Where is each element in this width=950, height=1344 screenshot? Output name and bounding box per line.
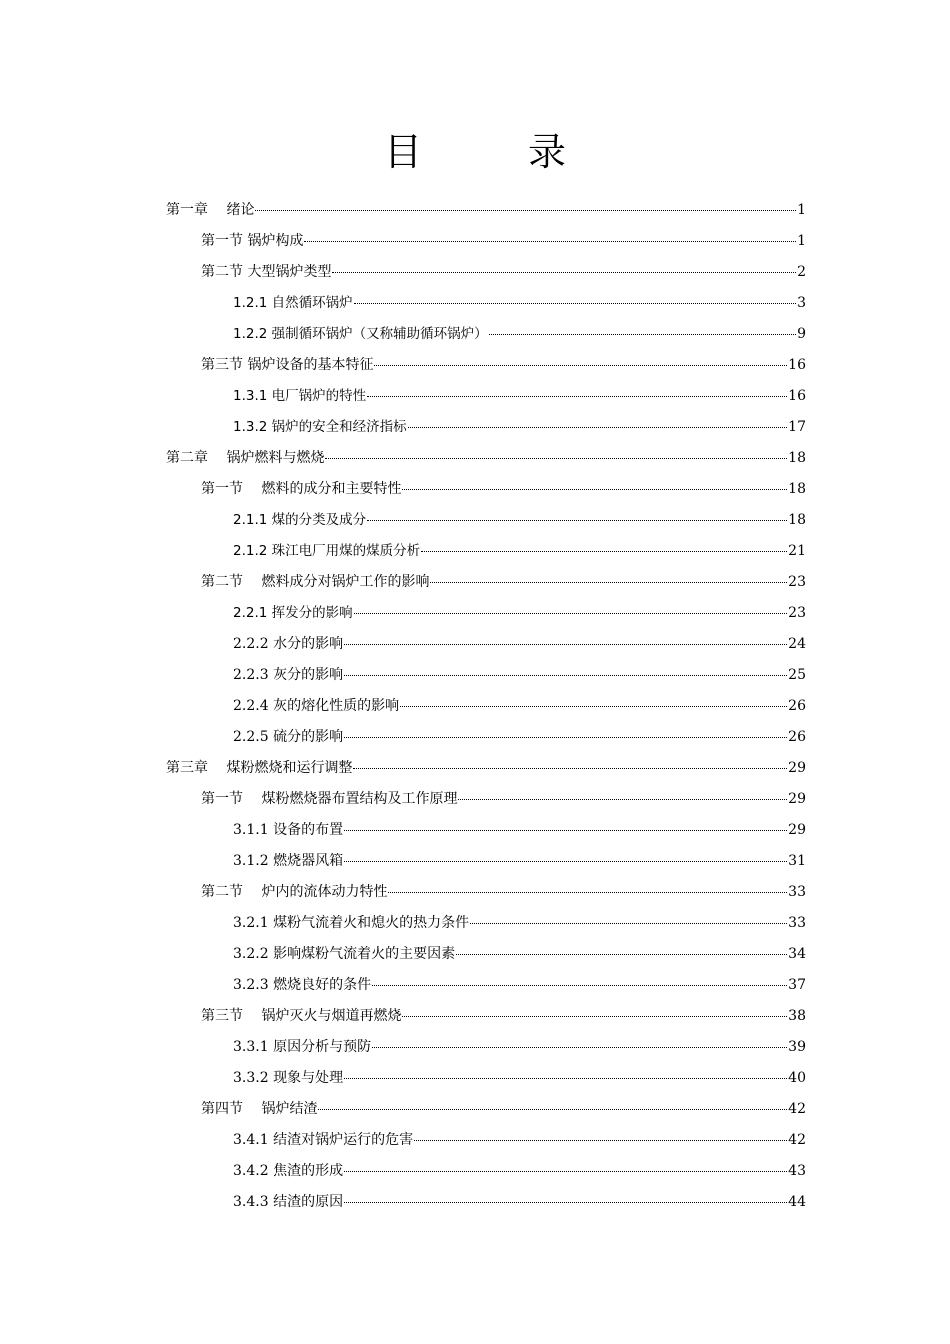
toc-entry-label: 1.3.2 锅炉的安全和经济指标 bbox=[233, 419, 407, 435]
toc-entry[interactable] bbox=[166, 536, 806, 567]
toc-dot-leader bbox=[421, 550, 787, 552]
table-of-contents bbox=[166, 195, 806, 1218]
toc-dot-leader bbox=[400, 705, 787, 707]
toc-entry-page-number: 34 bbox=[788, 946, 806, 962]
toc-entry-label: 1.2.1 自然循环锅炉 bbox=[233, 295, 353, 311]
toc-dot-leader bbox=[367, 519, 787, 521]
toc-entry-label: 3.1.1 设备的布置 bbox=[233, 822, 344, 838]
toc-entry[interactable] bbox=[166, 908, 806, 939]
toc-dot-leader bbox=[402, 488, 787, 490]
toc-entry[interactable] bbox=[166, 567, 806, 598]
toc-dot-leader bbox=[372, 1046, 787, 1048]
toc-entry[interactable] bbox=[166, 474, 806, 505]
toc-entry-page-number: 24 bbox=[788, 636, 806, 652]
toc-entry-label: 第三节 锅炉设备的基本特征 bbox=[201, 357, 374, 373]
toc-entry-label: 2.2.3 灰分的影响 bbox=[233, 667, 344, 683]
toc-dot-leader bbox=[374, 364, 787, 366]
toc-entry[interactable] bbox=[166, 350, 806, 381]
toc-dot-leader bbox=[344, 1077, 787, 1079]
toc-entry[interactable] bbox=[166, 784, 806, 815]
toc-dot-leader bbox=[318, 1108, 787, 1110]
toc-entry-page-number: 38 bbox=[788, 1008, 806, 1024]
toc-entry-page-number: 29 bbox=[788, 822, 806, 838]
toc-entry-label: 2.1.1 煤的分类及成分 bbox=[233, 512, 367, 528]
toc-entry-label: 第二章 锅炉燃料与燃烧 bbox=[166, 450, 325, 466]
toc-entry-label: 1.2.2 强制循环锅炉（又称辅助循环锅炉） bbox=[233, 326, 488, 342]
toc-dot-leader bbox=[304, 240, 796, 242]
toc-entry[interactable] bbox=[166, 877, 806, 908]
toc-entry-page-number: 23 bbox=[788, 574, 806, 590]
toc-entry-page-number: 2 bbox=[797, 264, 806, 280]
toc-dot-leader bbox=[354, 302, 796, 304]
toc-entry-page-number: 1 bbox=[797, 233, 806, 249]
toc-entry-page-number: 18 bbox=[788, 481, 806, 497]
toc-entry-page-number: 18 bbox=[788, 450, 806, 466]
toc-entry[interactable] bbox=[166, 939, 806, 970]
toc-dot-leader bbox=[354, 612, 788, 614]
toc-entry-page-number: 44 bbox=[788, 1194, 806, 1210]
toc-entry-label: 第二节 大型锅炉类型 bbox=[201, 264, 332, 280]
toc-dot-leader bbox=[344, 1170, 787, 1172]
toc-entry-label: 3.4.2 焦渣的形成 bbox=[233, 1163, 344, 1179]
toc-entry-label: 第一节 煤粉燃烧器布置结构及工作原理 bbox=[201, 791, 458, 807]
toc-entry[interactable] bbox=[166, 846, 806, 877]
toc-entry-label: 第三章 煤粉燃烧和运行调整 bbox=[166, 760, 353, 776]
toc-entry-page-number: 37 bbox=[788, 977, 806, 993]
toc-dot-leader bbox=[456, 953, 787, 955]
toc-entry[interactable] bbox=[166, 753, 806, 784]
toc-entry[interactable] bbox=[166, 195, 806, 226]
toc-entry[interactable] bbox=[166, 598, 806, 629]
toc-entry-label: 3.2.3 燃烧良好的条件 bbox=[233, 977, 372, 993]
toc-dot-leader bbox=[332, 271, 796, 273]
toc-entry[interactable] bbox=[166, 1187, 806, 1218]
toc-entry-label: 2.2.5 硫分的影响 bbox=[233, 729, 344, 745]
toc-entry-page-number: 40 bbox=[788, 1070, 806, 1086]
toc-entry-page-number: 33 bbox=[788, 884, 806, 900]
toc-entry[interactable] bbox=[166, 381, 806, 412]
toc-dot-leader bbox=[489, 333, 796, 335]
toc-entry-page-number: 26 bbox=[788, 729, 806, 745]
toc-entry[interactable] bbox=[166, 1001, 806, 1032]
toc-dot-leader bbox=[430, 581, 787, 583]
toc-entry-page-number: 42 bbox=[788, 1132, 806, 1148]
toc-entry[interactable] bbox=[166, 722, 806, 753]
toc-entry[interactable] bbox=[166, 691, 806, 722]
toc-entry-label: 3.1.2 燃烧器风箱 bbox=[233, 853, 344, 869]
toc-entry-page-number: 16 bbox=[788, 357, 806, 373]
toc-entry-page-number: 42 bbox=[788, 1101, 806, 1117]
page-title: 目 录 bbox=[383, 130, 600, 174]
toc-entry-label: 3.4.1 结渣对锅炉运行的危害 bbox=[233, 1132, 414, 1148]
toc-entry-label: 2.1.2 珠江电厂用煤的煤质分析 bbox=[233, 543, 421, 559]
toc-entry[interactable] bbox=[166, 412, 806, 443]
toc-entry-label: 2.2.1 挥发分的影响 bbox=[233, 605, 353, 621]
toc-entry[interactable] bbox=[166, 257, 806, 288]
toc-entry-page-number: 25 bbox=[788, 667, 806, 683]
toc-entry[interactable] bbox=[166, 226, 806, 257]
toc-entry-page-number: 16 bbox=[788, 388, 806, 404]
toc-dot-leader bbox=[372, 984, 787, 986]
toc-entry-label: 3.2.1 煤粉气流着火和熄火的热力条件 bbox=[233, 915, 470, 931]
toc-entry-page-number: 29 bbox=[788, 791, 806, 807]
toc-entry[interactable] bbox=[166, 815, 806, 846]
toc-entry-label: 3.3.2 现象与处理 bbox=[233, 1070, 344, 1086]
toc-entry-page-number: 17 bbox=[788, 419, 806, 435]
toc-entry-label: 第三节 锅炉灭火与烟道再燃烧 bbox=[201, 1008, 402, 1024]
toc-entry[interactable] bbox=[166, 1125, 806, 1156]
toc-entry[interactable] bbox=[166, 1063, 806, 1094]
toc-entry[interactable] bbox=[166, 288, 806, 319]
toc-entry-page-number: 23 bbox=[788, 605, 806, 621]
toc-entry-label: 第一节 锅炉构成 bbox=[201, 233, 304, 249]
toc-dot-leader bbox=[470, 922, 787, 924]
toc-dot-leader bbox=[344, 1201, 787, 1203]
toc-dot-leader bbox=[353, 767, 787, 769]
toc-dot-leader bbox=[388, 891, 787, 893]
toc-entry-page-number: 3 bbox=[797, 295, 806, 311]
toc-dot-leader bbox=[402, 1015, 787, 1017]
toc-entry-label: 1.3.1 电厂锅炉的特性 bbox=[233, 388, 367, 404]
toc-entry-page-number: 1 bbox=[797, 202, 806, 218]
toc-dot-leader bbox=[344, 643, 787, 645]
toc-entry[interactable] bbox=[166, 319, 806, 350]
toc-entry-label: 3.4.3 结渣的原因 bbox=[233, 1194, 344, 1210]
toc-entry-label: 第一节 燃料的成分和主要特性 bbox=[201, 481, 402, 497]
toc-dot-leader bbox=[344, 860, 787, 862]
toc-dot-leader bbox=[458, 798, 787, 800]
toc-entry-page-number: 21 bbox=[788, 543, 806, 559]
toc-entry-page-number: 43 bbox=[788, 1163, 806, 1179]
toc-entry[interactable] bbox=[166, 629, 806, 660]
toc-entry-label: 3.2.2 影响煤粉气流着火的主要因素 bbox=[233, 946, 456, 962]
toc-entry-label: 第二节 炉内的流体动力特性 bbox=[201, 884, 388, 900]
toc-entry-page-number: 26 bbox=[788, 698, 806, 714]
toc-entry-label: 第一章 绪论 bbox=[166, 202, 255, 218]
toc-entry-page-number: 31 bbox=[788, 853, 806, 869]
toc-entry-page-number: 39 bbox=[788, 1039, 806, 1055]
toc-entry[interactable] bbox=[166, 1094, 806, 1125]
toc-entry-label: 3.3.1 原因分析与预防 bbox=[233, 1039, 372, 1055]
toc-entry[interactable] bbox=[166, 505, 806, 536]
toc-dot-leader bbox=[414, 1139, 787, 1141]
toc-dot-leader bbox=[255, 209, 796, 211]
toc-entry[interactable] bbox=[166, 1156, 806, 1187]
toc-dot-leader bbox=[367, 395, 787, 397]
toc-dot-leader bbox=[408, 426, 788, 428]
toc-dot-leader bbox=[344, 736, 787, 738]
toc-entry-page-number: 29 bbox=[788, 760, 806, 776]
toc-entry-page-number: 18 bbox=[788, 512, 806, 528]
toc-entry[interactable] bbox=[166, 660, 806, 691]
toc-entry[interactable] bbox=[166, 443, 806, 474]
toc-entry-page-number: 33 bbox=[788, 915, 806, 931]
toc-entry-label: 2.2.2 水分的影响 bbox=[233, 636, 344, 652]
toc-entry-label: 2.2.4 灰的熔化性质的影响 bbox=[233, 698, 400, 714]
toc-entry[interactable] bbox=[166, 970, 806, 1001]
toc-entry-page-number: 9 bbox=[797, 326, 806, 342]
toc-entry[interactable] bbox=[166, 1032, 806, 1063]
toc-dot-leader bbox=[325, 457, 787, 459]
toc-entry-label: 第四节 锅炉结渣 bbox=[201, 1101, 318, 1117]
toc-entry-label: 第二节 燃料成分对锅炉工作的影响 bbox=[201, 574, 430, 590]
toc-dot-leader bbox=[344, 829, 787, 831]
toc-dot-leader bbox=[344, 674, 787, 676]
